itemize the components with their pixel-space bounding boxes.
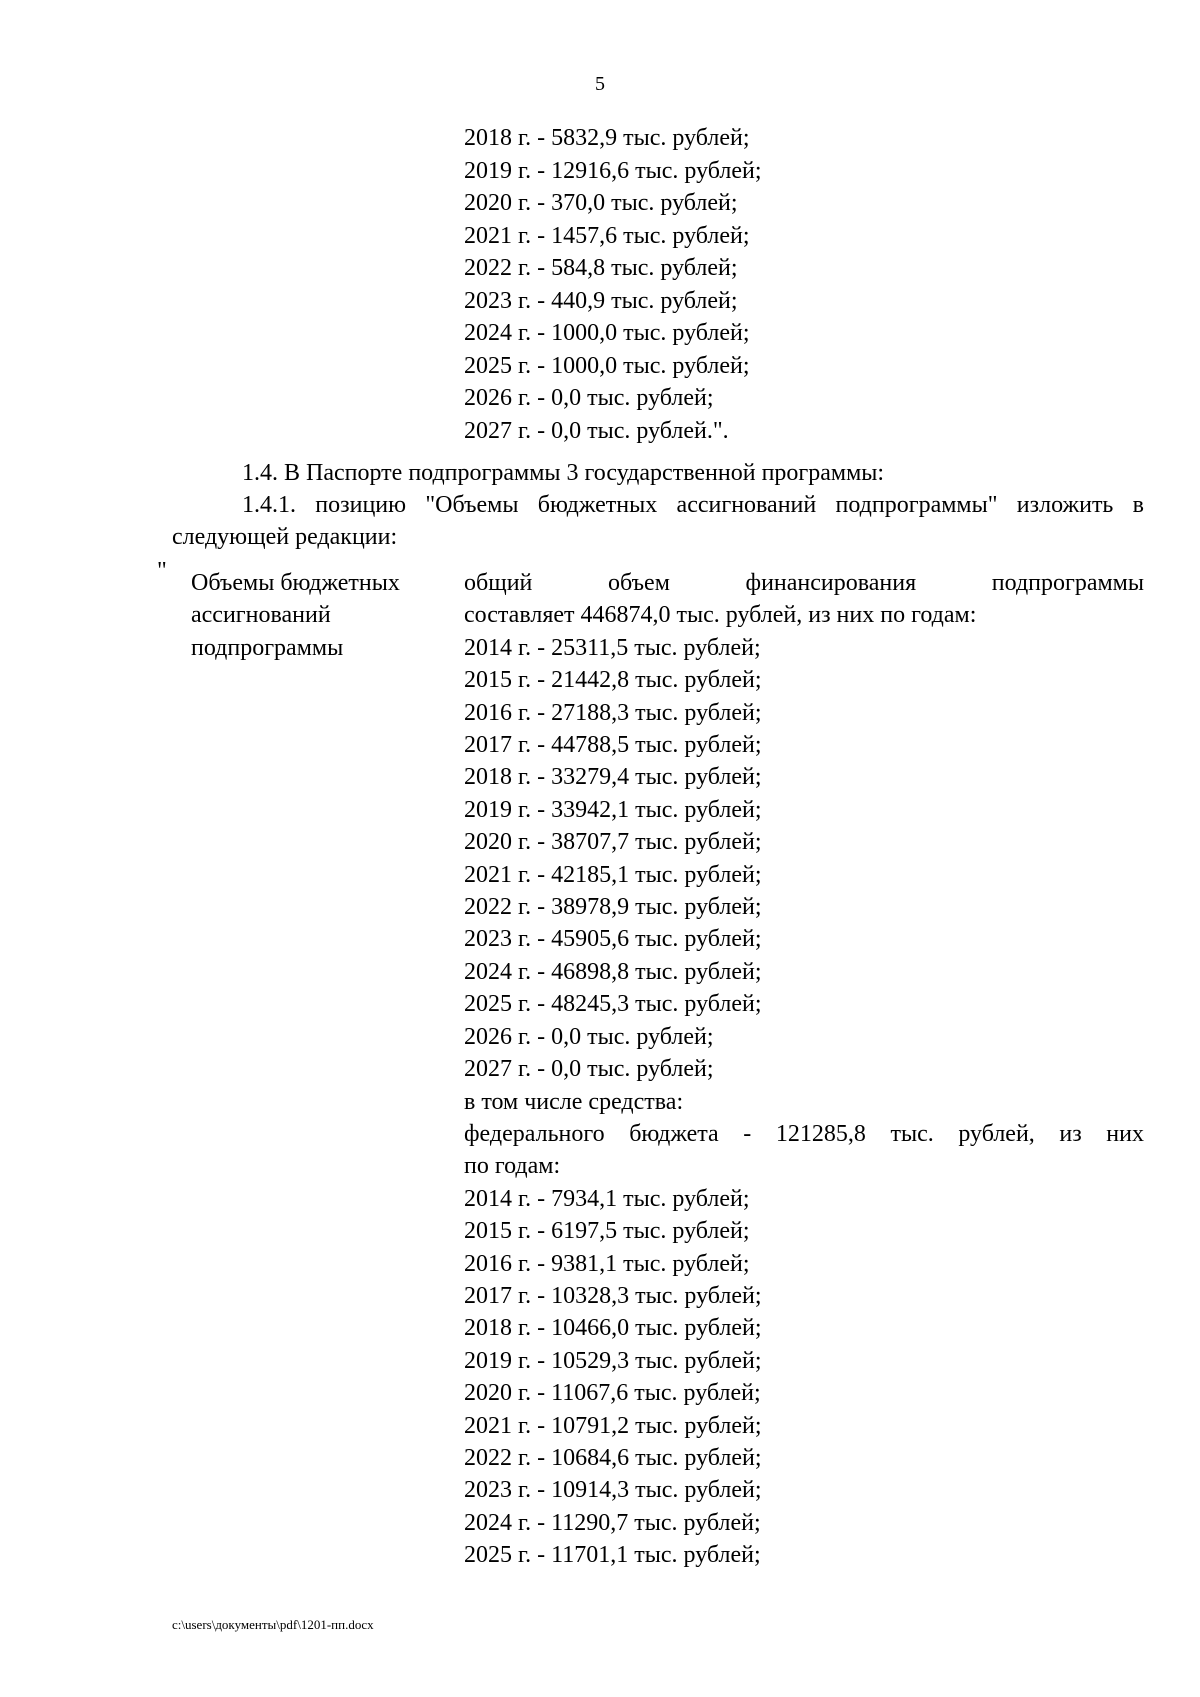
federal-year-item: 2017 г. - 10328,3 тыс. рублей;: [464, 1282, 762, 1309]
list-item: 2027 г. - 0,0 тыс. рублей.".: [464, 417, 729, 444]
footer-file-path: c:\users\документы\pdf\1201-пп.docx: [172, 1617, 374, 1632]
list-item: 2023 г. - 440,9 тыс. рублей;: [464, 287, 738, 314]
total-year-item: 2015 г. - 21442,8 тыс. рублей;: [464, 667, 762, 694]
section-paragraph: 1.4. В Паспорте подпрограммы 3 государственной программы:: [242, 460, 885, 486]
financing-intro-line: общий объем финансирования подпрограммы: [464, 570, 1144, 596]
federal-year-item: 2019 г. - 10529,3 тыс. рублей;: [464, 1347, 762, 1374]
federal-year-item: 2018 г. - 10466,0 тыс. рублей;: [464, 1315, 762, 1342]
label-line: Объемы бюджетных: [191, 570, 400, 596]
total-year-item: 2023 г. - 45905,6 тыс. рублей;: [464, 926, 762, 953]
federal-year-item: 2025 г. - 11701,1 тыс. рублей;: [464, 1542, 761, 1569]
list-item: 2021 г. - 1457,6 тыс. рублей;: [464, 222, 750, 249]
list-item: 2025 г. - 1000,0 тыс. рублей;: [464, 352, 750, 379]
total-year-item: 2025 г. - 48245,3 тыс. рублей;: [464, 991, 762, 1018]
federal-year-item: 2021 г. - 10791,2 тыс. рублей;: [464, 1412, 762, 1439]
top-funding-list: [464, 122, 762, 447]
label-line: ассигнований: [191, 602, 331, 629]
list-item: 2024 г. - 1000,0 тыс. рублей;: [464, 320, 750, 346]
federal-year-item: 2015 г. - 6197,5 тыс. рублей;: [464, 1218, 750, 1245]
total-year-item: 2019 г. - 33942,1 тыс. рублей;: [464, 796, 762, 823]
federal-year-item: 2020 г. - 11067,6 тыс. рублей;: [464, 1380, 761, 1407]
list-item: 2022 г. - 584,8 тыс. рублей;: [464, 255, 738, 281]
opening-quote-mark: ": [157, 558, 167, 584]
federal-year-item: 2014 г. - 7934,1 тыс. рублей;: [464, 1185, 750, 1212]
total-year-item: 2022 г. - 38978,9 тыс. рублей;: [464, 894, 762, 921]
federal-year-item: 2022 г. - 10684,6 тыс. рублей;: [464, 1444, 762, 1471]
table-value-cell: [464, 567, 1144, 1572]
list-item: 2018 г. - 5832,9 тыс. рублей;: [464, 125, 750, 151]
page-number: 5: [595, 73, 605, 95]
including-label: в том числе средства:: [464, 1088, 684, 1115]
total-year-item: 2024 г. - 46898,8 тыс. рублей;: [464, 958, 762, 985]
label-line: подпрограммы: [191, 634, 344, 661]
total-year-item: 2021 г. - 42185,1 тыс. рублей;: [464, 861, 762, 888]
total-year-item: 2017 г. - 44788,5 тыс. рублей;: [464, 732, 762, 759]
total-year-item: 2027 г. - 0,0 тыс. рублей;: [464, 1056, 714, 1083]
federal-year-item: 2016 г. - 9381,1 тыс. рублей;: [464, 1250, 750, 1277]
federal-budget-line: по годам:: [464, 1153, 561, 1180]
table-label-cell: [191, 567, 451, 664]
federal-year-item: 2024 г. - 11290,7 тыс. рублей;: [464, 1509, 761, 1536]
total-year-item: 2016 г. - 27188,3 тыс. рублей;: [464, 699, 762, 726]
total-year-item: 2026 г. - 0,0 тыс. рублей;: [464, 1023, 714, 1050]
amendment-paragraph: 1.4.1. позицию "Объемы бюджетных ассигнований подпрограммы" изложить в следующей редакции:: [172, 492, 1144, 550]
federal-budget-line: федерального бюджета - 121285,8 тыс. рублей, из них: [464, 1120, 1144, 1147]
list-item: 2026 г. - 0,0 тыс. рублей;: [464, 385, 714, 411]
list-item: 2020 г. - 370,0 тыс. рублей;: [464, 190, 738, 216]
total-year-item: 2014 г. - 25311,5 тыс. рублей;: [464, 634, 761, 661]
list-item: 2019 г. - 12916,6 тыс. рублей;: [464, 157, 762, 184]
financing-intro-line: составляет 446874,0 тыс. рублей, из них по годам:: [464, 602, 977, 629]
federal-year-item: 2023 г. - 10914,3 тыс. рублей;: [464, 1477, 762, 1504]
total-year-item: 2020 г. - 38707,7 тыс. рублей;: [464, 829, 762, 856]
total-year-item: 2018 г. - 33279,4 тыс. рублей;: [464, 764, 762, 791]
